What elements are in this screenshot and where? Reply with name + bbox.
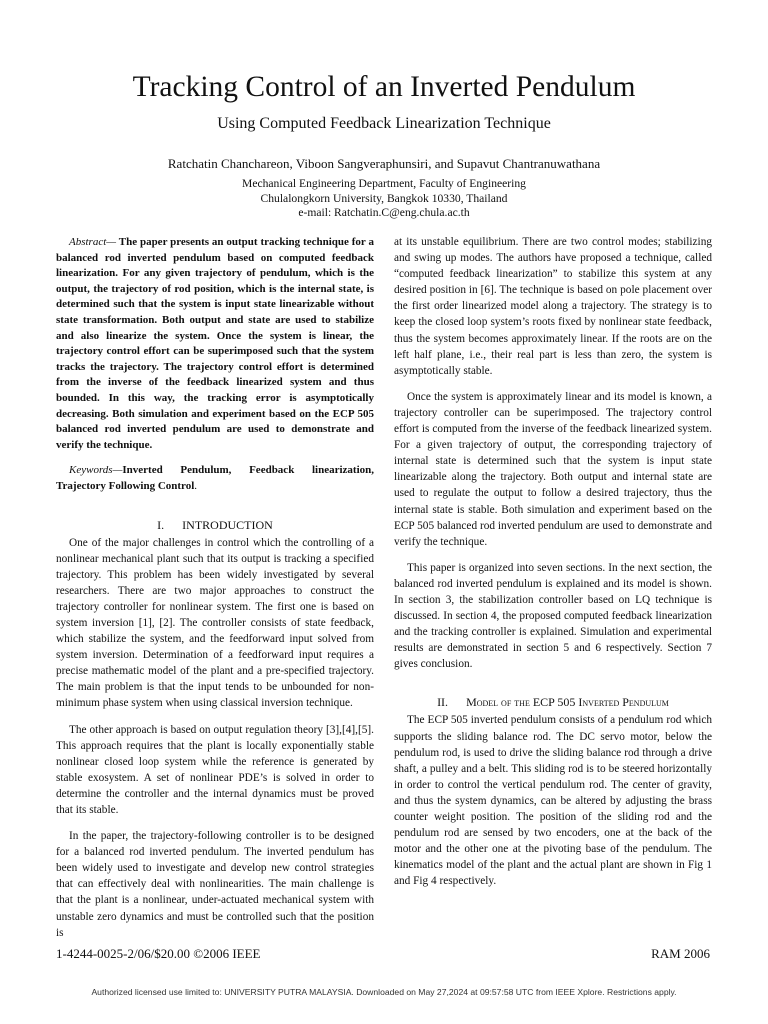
abstract-label: Abstract— (69, 236, 117, 248)
affiliation-block (0, 177, 768, 221)
keywords-period: . (194, 479, 198, 492)
section-number: II. (437, 695, 449, 710)
intro-paragraph: The other approach is based on output regulation theory [3],[4],[5]. This approach requires that the plant is locally exponentially stable nonlinear closed loop system while the reference is generated by stable exosystem. A set of nonlinear PDE’s is solved in order to determine the controller and the internal dynamics must be proved that its stable. (56, 723, 374, 816)
section-title: Model of the ECP 505 Inverted Pendulum (466, 695, 669, 710)
author-list: Ratchatin Chanchareon, Viboon Sangveraphunsiri, and Supavut Chantranuwathana (167, 156, 601, 171)
affiliation-department: Mechanical Engineering Department, Faculty of Engineering (242, 177, 526, 190)
license-notice: Authorized licensed use limited to: UNIVERSITY PUTRA MALAYSIA. Downloaded on May 27,2024 at 09:57:58 UTC from IEEE Xplore. Restrictions apply. (91, 987, 677, 997)
affiliation-email: e-mail: Ratchatin.C@eng.chula.ac.th (298, 206, 470, 219)
keywords (56, 463, 374, 494)
section-heading-model (394, 694, 712, 710)
keywords-label: Keywords— (69, 464, 123, 477)
intro-paragraph: One of the major challenges in control which the controlling of a nonlinear mechanical plant such that its output is tracking a specified trajectory. This problem has been widely investigated by several researchers. There are two major approaches to construct the trajectory controller for nonlinear system. The first one is based on system inversion [1], [2]. The controller consists of state feedback, which stabilize the system, and the feedforward input solved from system inversion. Determination of a feedforward input requires a precise mathematic model of the plant and a pre-specified trajectory. The main problem is that the input tends to be unbounded for non-minimum phase system when using classical inversion technique. (56, 536, 374, 710)
footer-copyright: 1-4244-0025-2/06/$20.00 ©2006 IEEE (56, 946, 261, 961)
paper-title: Tracking Control of an Inverted Pendulum (132, 71, 636, 103)
keywords-text: Inverted Pendulum, Feedback linearization, Trajectory Following Control (56, 464, 374, 492)
section-number: I. (157, 517, 165, 532)
intro-paragraph: at its unstable equilibrium. There are two control modes; stabilizing and swing up modes. The authors have proposed a technique, called “computed feedback linearization” to stabilize this system at any desired position in [6]. The technique is based on pole placement over the first order linearized model along a trajectory. The strategy is to keep the closed loop system’s roots fixed by nonlinear state feedback, thus the system becomes approximately linear. If the roots are on the left half plane, i.e., their real part is less than zero, the system is asymptotically stable. (394, 236, 712, 377)
section-heading-introduction (56, 517, 374, 533)
footer-conference: RAM 2006 (651, 946, 710, 961)
intro-paragraph: This paper is organized into seven sections. In the next section, the balanced rod inverted pendulum is explained and its model is shown. In section 3, the stabilization controller based on LQ technique is discussed. In section 4, the proposed computed feedback linearization and the tracking controller is explained. Simulation and experimental results are demonstrated in section 5 and 6 respectively. Section 7 gives conclusion. (394, 561, 712, 671)
left-column (56, 235, 374, 941)
section-title: INTRODUCTION (182, 517, 273, 532)
intro-paragraph: Once the system is approximately linear and its model is known, a trajectory controller can be superimposed. The trajectory control effort is computed from the inverse of the feedback linearized system. For a given trajectory of output, the corresponding trajectory of internal state is determined such that the system is input state linearizable along the trajectory. Both output and internal state are used to regulate the output to follow a desired trajectory, thus the internal state is stable. Both simulation and experiment based on the ECP 505 balanced rod inverted pendulum are used to demonstrate and verify the technique. (394, 390, 712, 548)
abstract (56, 235, 374, 453)
intro-paragraph: In the paper, the trajectory-following controller is to be designed for a balanced rod inverted pendulum. The inverted pendulum has been widely used to investigate and develop new control strategies that can effectively deal with nonlinearities. The main challenge is that the plant is a nonlinear, under-actuated mechanical system with unstable zero dynamics and must be controlled such that the position is (56, 830, 374, 939)
abstract-text: The paper presents an output tracking technique for a balanced rod inverted pendulum based on computed feedback linearization. For any given trajectory of pendulum, which is the output, the trajectory of rod position, which is the internal state, is determined such that the system is input state linearizable without state transformation. Both output and state are used to stabilize and also linearize the system. Once the system is linear, the trajectory control effort can be superimposed such that the system tracks the trajectory. The trajectory control effort is determined from the inverse of the feedback linearized system and thus bounded. In this way, the tracking error is asymptotically decreasing. Both simulation and experiment based on the ECP 505 balanced rod inverted pendulum are used to demonstrate and verify the technique. (56, 236, 374, 451)
right-column (394, 234, 712, 889)
paper-subtitle: Using Computed Feedback Linearization Technique (217, 115, 551, 132)
model-paragraph: The ECP 505 inverted pendulum consists of a pendulum rod which supports the sliding balance rod. The DC servo motor, below the pendulum rod, is used to drive the sliding balance rod through a drive shaft, a pulley and a belt. This sliding rod is to be steered horizontally in order to control the vertical pendulum rod. The center of gravity, and thus the system dynamics, can be altered by adjusting the brass counter weight position. The position of the sliding rod and the pendulum rod are sensed by two encoders, one at the back of the motor and the other one at the pivoting base of the pendulum. The kinematics model of the plant and the actual plant are shown in Fig 1 and Fig 4 respectively. (394, 714, 712, 888)
affiliation-university: Chulalongkorn University, Bangkok 10330, Thailand (260, 191, 508, 205)
